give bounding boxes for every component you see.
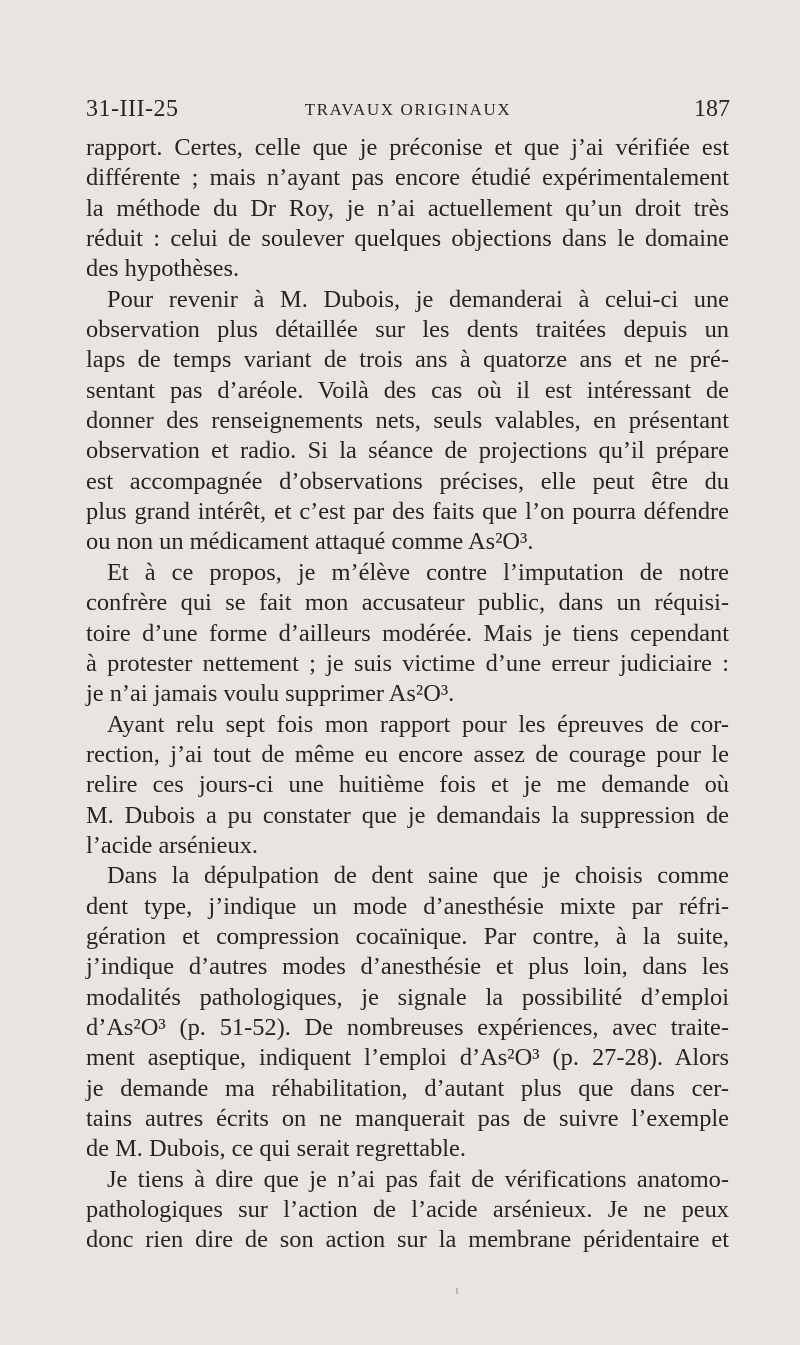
text-line: Ayant relu sept fois mon rapport pour les épreuves de cor- (107, 710, 729, 738)
text-line: Je tiens à dire que je n’ai pas fait de vérifications anatomo- (107, 1165, 729, 1193)
running-header (86, 96, 730, 130)
text-line: je demande ma réhabilitation, d’autant plus que dans cer- (86, 1074, 729, 1102)
text-line: des hypothèses. (86, 255, 240, 283)
text-line: tains autres écrits on ne manquerait pas de suivre l’exemple (86, 1105, 729, 1132)
text-line: de M. Dubois, ce qui serait regrettable. (86, 1135, 466, 1163)
text-line: ou non un médicament attaqué comme As²O³. (86, 528, 534, 556)
text-line: ment aseptique, indiquent l’emploi d’As²O³ (p. 27-28). Alors (86, 1044, 729, 1072)
text-line: relire ces jours-ci une huitième fois et je me demande où (86, 771, 729, 799)
text-line: est accompagnée d’observations précises, elle peut être du (86, 467, 729, 495)
text-line: différente ; mais n’ayant pas encore étudié expérimentalement (86, 164, 729, 192)
text-line: M. Dubois a pu constater que je demandais la suppression de (86, 801, 729, 829)
text-line: observation plus détaillée sur les dents traitées depuis un (86, 316, 729, 344)
text-line: confrère qui se fait mon accusateur public, dans un réquisi- (86, 589, 729, 617)
text-line: je n’ai jamais voulu supprimer As²O³. (86, 680, 455, 708)
text-line: l’acide arsénieux. (86, 831, 258, 859)
text-line: rapport. Certes, celle que je préconise et que j’ai vérifiée est (86, 134, 729, 161)
header-section-title: TRAVAUX ORIGINAUX (304, 100, 512, 119)
text-line: à protester nettement ; je suis victime d’une erreur judiciaire : (86, 649, 729, 677)
text-line: pathologiques sur l’action de l’acide arsénieux. Je ne peux (86, 1196, 729, 1224)
text-line: Dans la dépulpation de dent saine que je choisis comme (107, 862, 729, 890)
text-line: Pour revenir à M. Dubois, je demanderai à celui-ci une (107, 285, 729, 313)
text-line: laps de temps variant de trois ans à quatorze ans et ne pré- (86, 346, 729, 374)
text-line: plus grand intérêt, et c’est par des faits que l’on pourra défendre (86, 498, 729, 526)
page-number: 187 (694, 96, 730, 122)
text-line: toire d’une forme d’ailleurs modérée. Mais je tiens cependant (86, 619, 729, 647)
text-line: donner des renseignements nets, seuls valables, en présentant (86, 407, 729, 435)
header-date: 31-III-25 (86, 96, 179, 122)
text-line: réduit : celui de soulever quelques objections dans le domaine (86, 225, 729, 253)
text-line: gération et compression cocaïnique. Par contre, à la suite, (86, 922, 729, 950)
text-line: dent type, j’indique un mode d’anesthésie mixte par réfri- (86, 892, 729, 920)
text-line: sentant pas d’aréole. Voilà des cas où il est intéressant de (86, 376, 729, 404)
text-line: d’As²O³ (p. 51-52). De nombreuses expériences, avec traite- (86, 1013, 729, 1041)
text-line: rection, j’ai tout de même eu encore assez de courage pour le (86, 740, 729, 768)
text-line: modalités pathologiques, je signale la possibilité d’emploi (86, 983, 729, 1011)
text-line: j’indique d’autres modes d’anesthésie et plus loin, dans les (86, 953, 729, 981)
text-line: observation et radio. Si la séance de projections qu’il prépare (86, 437, 729, 465)
body-text (86, 133, 729, 1256)
text-line: donc rien dire de son action sur la membrane péridentaire et (86, 1226, 729, 1254)
paper-speck (456, 1288, 458, 1294)
text-line: la méthode du Dr Roy, je n’ai actuellement qu’un droit très (86, 194, 729, 222)
text-line: Et à ce propos, je m’élève contre l’imputation de notre (107, 558, 729, 586)
